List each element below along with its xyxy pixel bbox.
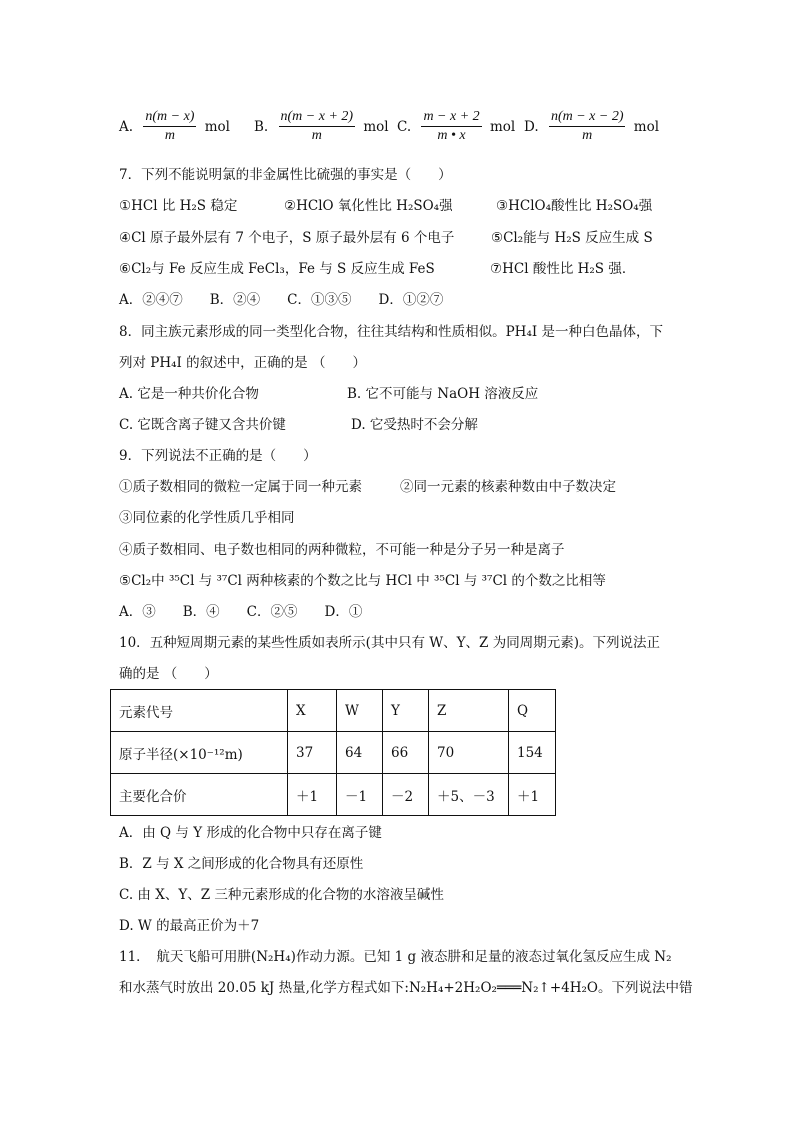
q8-stem-line2: 列对 PH₄I 的叙述中，正确的是 （ ）	[119, 355, 366, 371]
table-cell: －2	[383, 774, 429, 816]
q11-stem-line1: 11． 航天飞船可用肼(N₂H₄)作动力源。已知 1 g 液态肼和足量的液态过氧化氢反应生成 N₂	[119, 949, 672, 965]
q8-option-a: A. 它是一种共价化合物	[119, 386, 259, 402]
q11-stem-line2: 和水蒸气时放出 20.05 kJ 热量,化学方程式如下:N₂H₄+2H₂O₂═══N₂↑+4H₂O。下列说法中错	[119, 980, 693, 996]
q9-item-3: ③同位素的化学性质几乎相同	[119, 510, 295, 526]
q10-option-a: A．由 Q 与 Y 形成的化合物中只存在离子键	[119, 825, 382, 841]
table-cell: 70	[429, 732, 509, 774]
q7-item-4: ④Cl 原子最外层有 7 个电子，S 原子最外层有 6 个电子	[119, 230, 455, 246]
table-cell: ＋1	[288, 774, 337, 816]
table-row	[111, 732, 556, 774]
q8-option-b: B. 它不可能与 NaOH 溶液反应	[347, 386, 539, 402]
option-label: B.	[254, 118, 269, 135]
q7-item-3: ③HClO₄酸性比 H₂SO₄强	[496, 198, 653, 214]
element-properties-table	[110, 689, 556, 816]
q9-item-4: ④质子数相同、电子数也相同的两种微粒，不可能一种是分子另一种是离子	[119, 542, 565, 558]
unit: mol	[633, 118, 660, 135]
table-row	[111, 690, 556, 732]
q6-option-b	[254, 108, 389, 145]
table-cell: 主要化合价	[111, 774, 288, 816]
q10-stem-line1: 10．五种短周期元素的某些性质如表所示(其中只有 W、Y、Z 为同周期元素)。下列说法正	[119, 635, 660, 651]
fraction	[421, 108, 481, 145]
q10-option-d: D. W 的最高正价为＋7	[119, 918, 260, 934]
q8-stem-line1: 8．同主族元素形成的同一类型化合物，往往其结构和性质相似。PH₄I 是一种白色晶体，下	[119, 324, 663, 340]
q9-stem: 9．下列说法不正确的是（ ）	[119, 448, 317, 464]
q7-item-1: ①HCl 比 H₂S 稳定	[119, 198, 238, 214]
table-header-cell: Q	[509, 690, 556, 732]
unit: mol	[204, 118, 230, 135]
numerator: n(m − x + 2)	[279, 108, 356, 127]
denominator: m	[582, 128, 593, 143]
q9-item-5: ⑤Cl₂中 ³⁵Cl 与 ³⁷Cl 两种核素的个数之比与 HCl 中 ³⁵Cl 与 ³⁷Cl 的个数之比相等	[119, 573, 606, 589]
table-cell: ＋1	[509, 774, 556, 816]
fraction	[143, 108, 196, 145]
table-header-cell: W	[337, 690, 383, 732]
table-cell: 37	[288, 732, 337, 774]
q9-item-2: ②同一元素的核素种数由中子数决定	[400, 479, 616, 495]
unit: mol	[363, 118, 389, 135]
denominator: m • x	[437, 128, 466, 143]
q7-choices: A．②④⑦ B．②④ C．①③⑤ D．①②⑦	[119, 292, 444, 308]
denominator: m	[164, 128, 175, 143]
numerator: n(m − x)	[143, 108, 196, 127]
q6-option-c	[397, 108, 515, 145]
table-cell: 原子半径(×10⁻¹²m)	[111, 732, 288, 774]
fraction	[549, 108, 626, 145]
table-cell: 64	[337, 732, 383, 774]
q6-option-d	[524, 108, 659, 145]
q9-item-1: ①质子数相同的微粒一定属于同一种元素	[119, 479, 362, 495]
q7-stem: 7．下列不能说明氯的非金属性比硫强的事实是（ ）	[119, 167, 452, 183]
table-header-cell: Z	[429, 690, 509, 732]
q7-item-5: ⑤Cl₂能与 H₂S 反应生成 S	[491, 230, 653, 246]
numerator: m − x + 2	[421, 108, 481, 127]
q10-option-b: B．Z 与 X 之间形成的化合物具有还原性	[119, 856, 364, 872]
unit: mol	[489, 118, 516, 135]
fraction	[279, 108, 356, 145]
table-row	[111, 774, 556, 816]
table-cell: ＋5、－3	[429, 774, 509, 816]
q6-option-a	[119, 108, 230, 145]
table-cell: 66	[383, 732, 429, 774]
option-label: C.	[397, 118, 412, 135]
table-cell: －1	[337, 774, 383, 816]
q10-stem-line2: 确的是 （ ）	[119, 666, 218, 682]
option-label: A.	[119, 118, 134, 135]
denominator: m	[311, 128, 322, 143]
numerator: n(m − x − 2)	[549, 108, 626, 127]
q7-item-2: ②HClO 氧化性比 H₂SO₄强	[284, 198, 453, 214]
option-label: D.	[524, 118, 539, 135]
q8-option-d: D. 它受热时不会分解	[351, 417, 478, 433]
table-header-cell: X	[288, 690, 337, 732]
q7-item-6: ⑥Cl₂与 Fe 反应生成 FeCl₃，Fe 与 S 反应生成 FeS	[119, 261, 435, 277]
q7-item-7: ⑦HCl 酸性比 H₂S 强．	[490, 261, 636, 277]
table-header-cell: Y	[383, 690, 429, 732]
table-cell: 154	[509, 732, 556, 774]
table-header-cell: 元素代号	[111, 690, 288, 732]
q9-choices: A．③ B．④ C．②⑤ D．①	[119, 604, 363, 620]
q8-option-c: C. 它既含离子键又含共价键	[119, 417, 286, 433]
q10-option-c: C. 由 X、Y、Z 三种元素形成的化合物的水溶液呈碱性	[119, 887, 444, 903]
